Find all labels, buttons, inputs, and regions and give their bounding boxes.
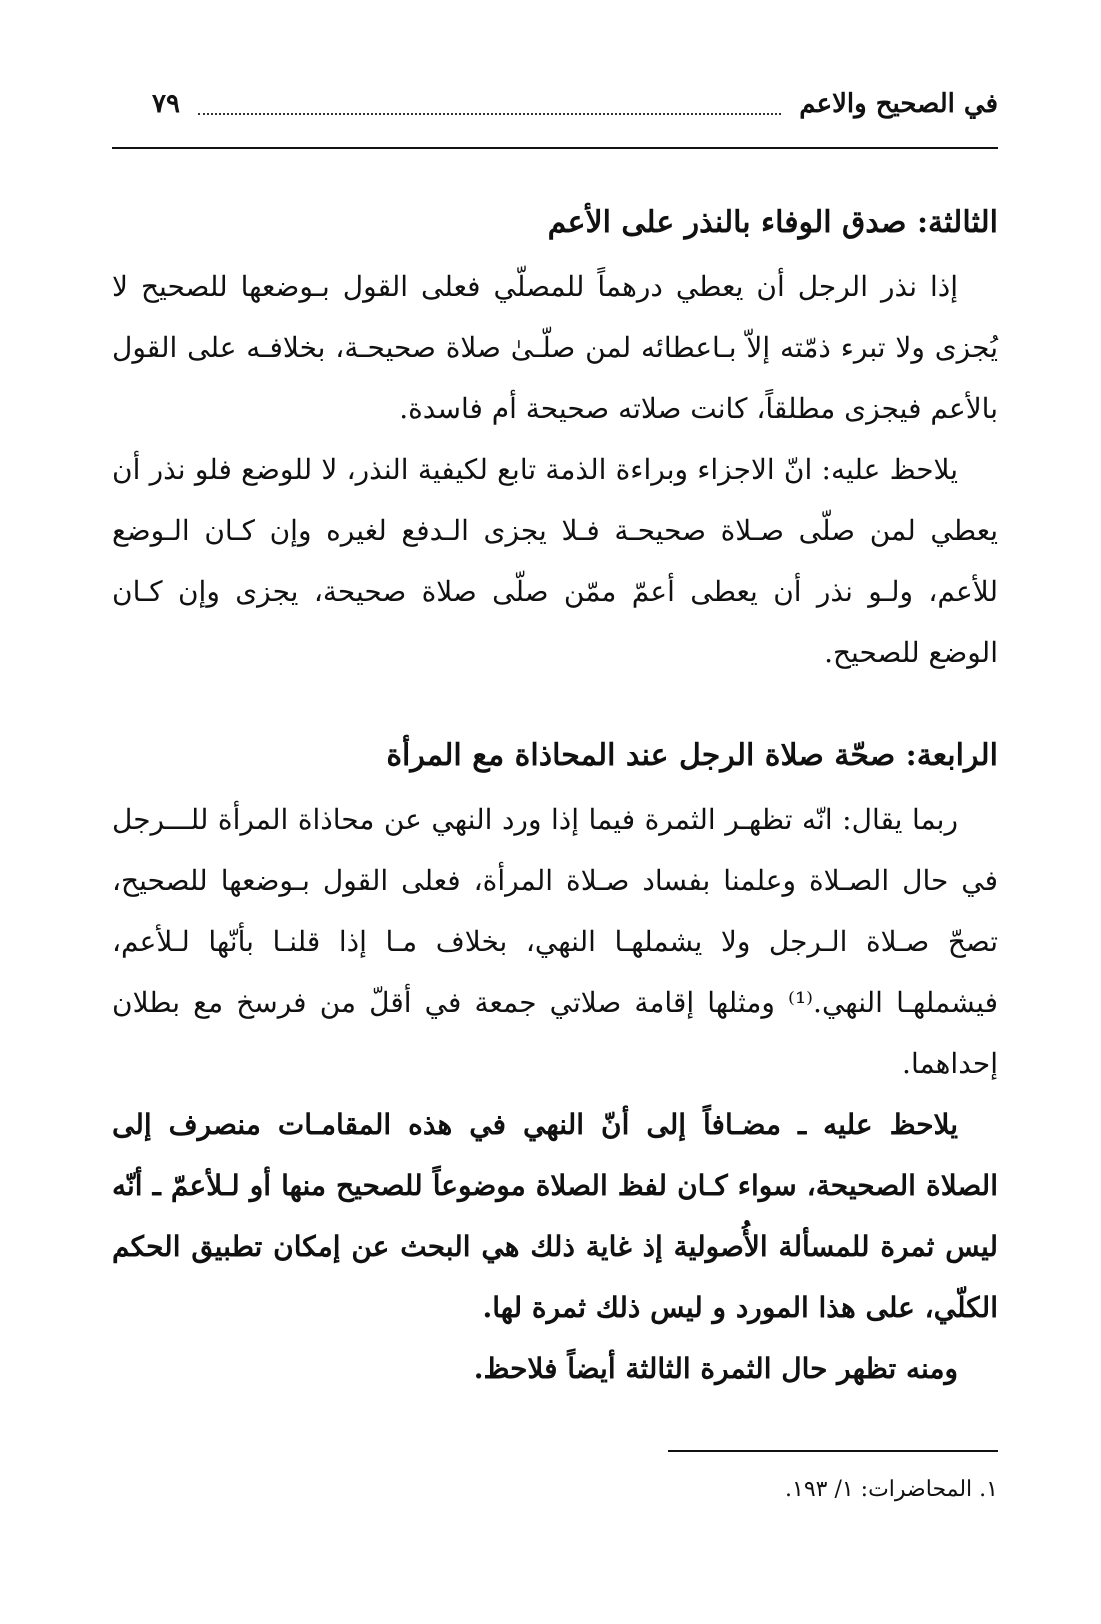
header-rule <box>112 147 998 149</box>
running-header <box>112 84 998 124</box>
paragraph: ومنه تظهر حال الثمرة الثالثة أيضاً فلاحظ. <box>473 1352 958 1385</box>
main-text <box>112 190 998 1399</box>
running-header-title: في الصحيح والاعم <box>799 89 998 119</box>
paragraph: يلاحظ عليه: انّ الاجزاء وبراءة الذمة تابع لكيفية النذر، لا للوضع فلو نذر أن يعطي لمن صلّى صـلاة صحيحـة فـلا يجزى الـدفع لغيره وإن كـان الـوضع للأعم، ولـو نذر أن يعطى أعمّ ممّن صلّى صلاة صحيحة، يجزى وإن كـان الوضع للصحيح. <box>112 453 998 669</box>
section-fourth <box>112 723 998 1399</box>
section-third <box>112 190 998 683</box>
section-heading: الثالثة: صدق الوفاء بالنذر على الأعم <box>547 205 998 240</box>
dotted-leader <box>198 113 781 115</box>
paragraph: ربما يقال: انّه تظهـر الثمرة فيما إذا ورد النهي عن محاذاة المرأة للـــرجل في حال الصـلاة وعلمنا بفساد صـلاة المرأة، فعلى القول بـوضعها للصحيح، تصحّ صـلاة الـرجل ولا يشملهـا النهي، بخلاف مـا إذا قلنـا بأنّها لـلأعم، فيشملهـا النهي.⁽¹⁾ ومثلها إقامة صلاتي جمعة في أقلّ من فرسخ مع بطلان إحداهما. <box>112 803 998 1080</box>
section-heading: الرابعة: صحّة صلاة الرجل عند المحاذاة مع المرأة <box>386 738 998 773</box>
page-number: ٧٩ <box>152 89 180 119</box>
paragraph: يلاحظ عليه ـ مضـافاً إلى أنّ النهي في هذه المقامـات منصرف إلى الصلاة الصحيحة، سواء كـان لفظ الصلاة موضوعاً للصحيح منها أو لـلأعمّ ـ أنّه ليس ثمرة للمسألة الأُصولية إذ غاية ذلك هي البحث عن إمكان تطبيق الحكم الكلّي، على هذا المورد و ليس ذلك ثمرة لها. <box>112 1108 998 1324</box>
paragraph: إذا نذر الرجل أن يعطي درهماً للمصلّي فعلى القول بـوضعها للصحيح لا يُجزى ولا تبرء ذمّته إلاّ بـاعطائه لمن صلّـىٰ صلاة صحيحـة، بخلافـه على القول بالأعم فيجزى مطلقاً، كانت صلاته صحيحة أم فاسدة. <box>112 270 998 425</box>
footnote: ١. المحاضرات: ١/ ١٩٣. <box>785 1477 998 1502</box>
footnote-rule <box>668 1450 998 1452</box>
footnotes <box>112 1472 998 1508</box>
